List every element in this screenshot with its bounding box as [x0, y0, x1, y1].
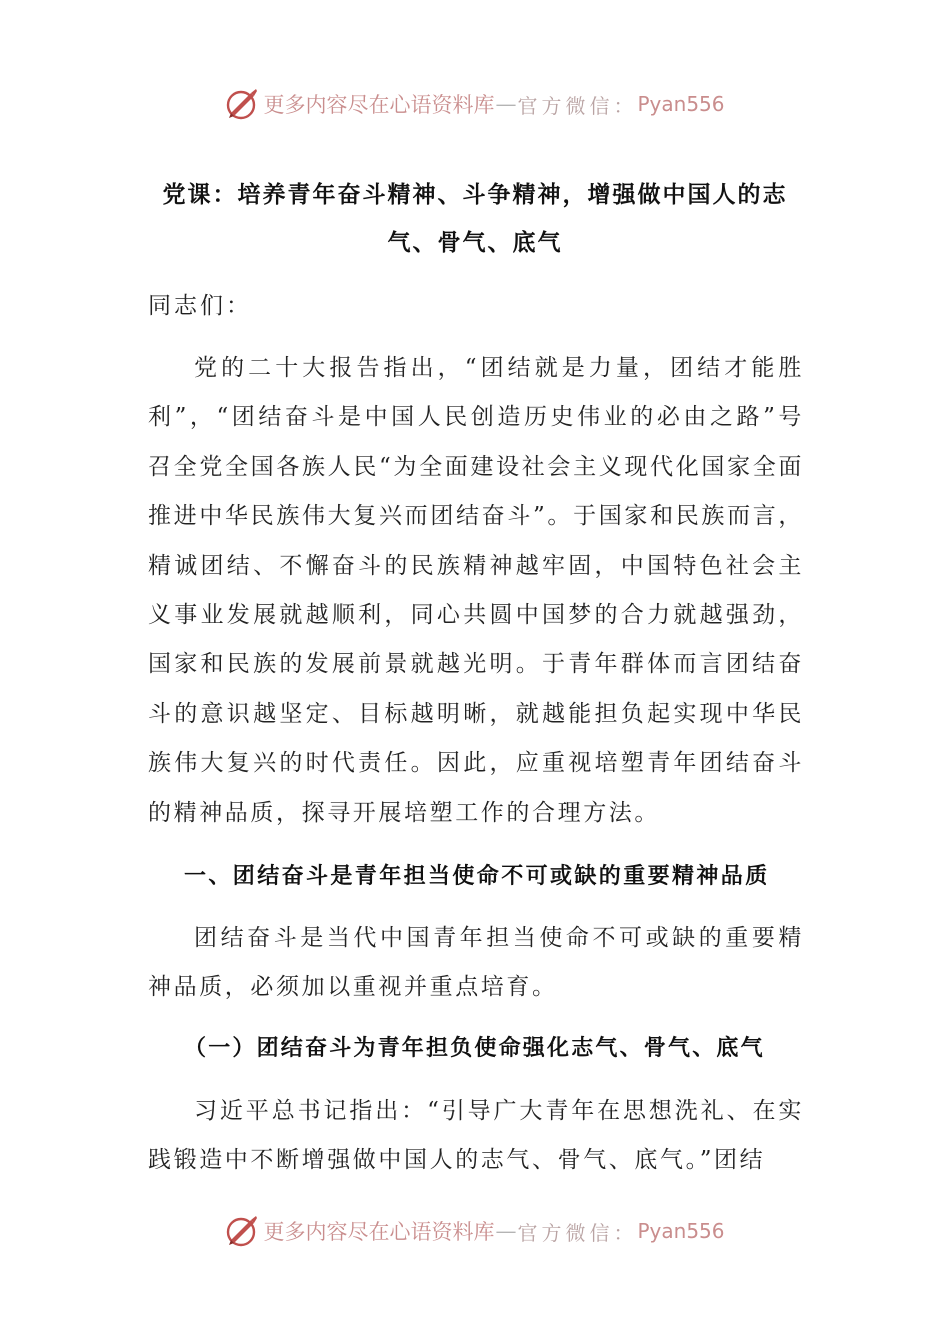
document-title-line-2: 气、骨气、底气: [387, 230, 563, 256]
banner-label: 官方微信：: [517, 1220, 638, 1245]
subsection-heading-1: （一）团结奋斗为青年担负使命强化志气、骨气、底气: [184, 1036, 765, 1061]
banner-text: 更多内容尽在心语资料库: [263, 1220, 495, 1244]
banner-text: 更多内容尽在心语资料库: [263, 93, 495, 117]
pen-logo-icon: [225, 1214, 259, 1248]
header-banner: [0, 84, 950, 124]
paragraph-3: 习近平总书记指出：“引导广大青年在思想洗礼、在实践锻造中不断增强做中国人的志气、骨气、底气。”团结: [148, 1098, 804, 1174]
paragraph-1: 党的二十大报告指出，“团结就是力量，团结才能胜利”，“团结奋斗是中国人民创造历史伟业的必由之路”号召全党全国各族人民“为全面建设社会主义现代化国家全面推进中华民族伟大复兴而团结奋斗”。于国家和民族而言，精诚团结、不懈奋斗的民族精神越牢固，中国特色社会主义事业发展就越顺利，同心共圆中国梦的合力就越强劲，国家和民族的发展前景就越光明。于青年群体而言团结奋斗的意识越坚定、目标越明晰，就越能担负起实现中华民族伟大复兴的时代责任。因此，应重视培塑青年团结奋斗的精神品质，探寻开展培塑工作的合理方法。: [148, 355, 804, 826]
footer-banner: [0, 1211, 950, 1251]
pen-logo-icon: [225, 87, 259, 121]
paragraph-2: 团结奋斗是当代中国青年担当使命不可或缺的重要精神品质，必须加以重视并重点培育。: [148, 925, 804, 1001]
banner-separator: —: [495, 1219, 517, 1243]
banner-label: 官方微信：: [517, 93, 638, 118]
salutation: 同志们：: [148, 293, 252, 319]
section-heading-1: 一、团结奋斗是青年担当使命不可或缺的重要精神品质: [184, 864, 770, 889]
document-title-line-1: 党课：培养青年奋斗精神、斗争精神，增强做中国人的志: [162, 182, 788, 208]
banner-separator: —: [495, 92, 517, 116]
banner-wechat-id: Pyan556: [637, 92, 725, 116]
banner-wechat-id: Pyan556: [637, 1219, 725, 1243]
